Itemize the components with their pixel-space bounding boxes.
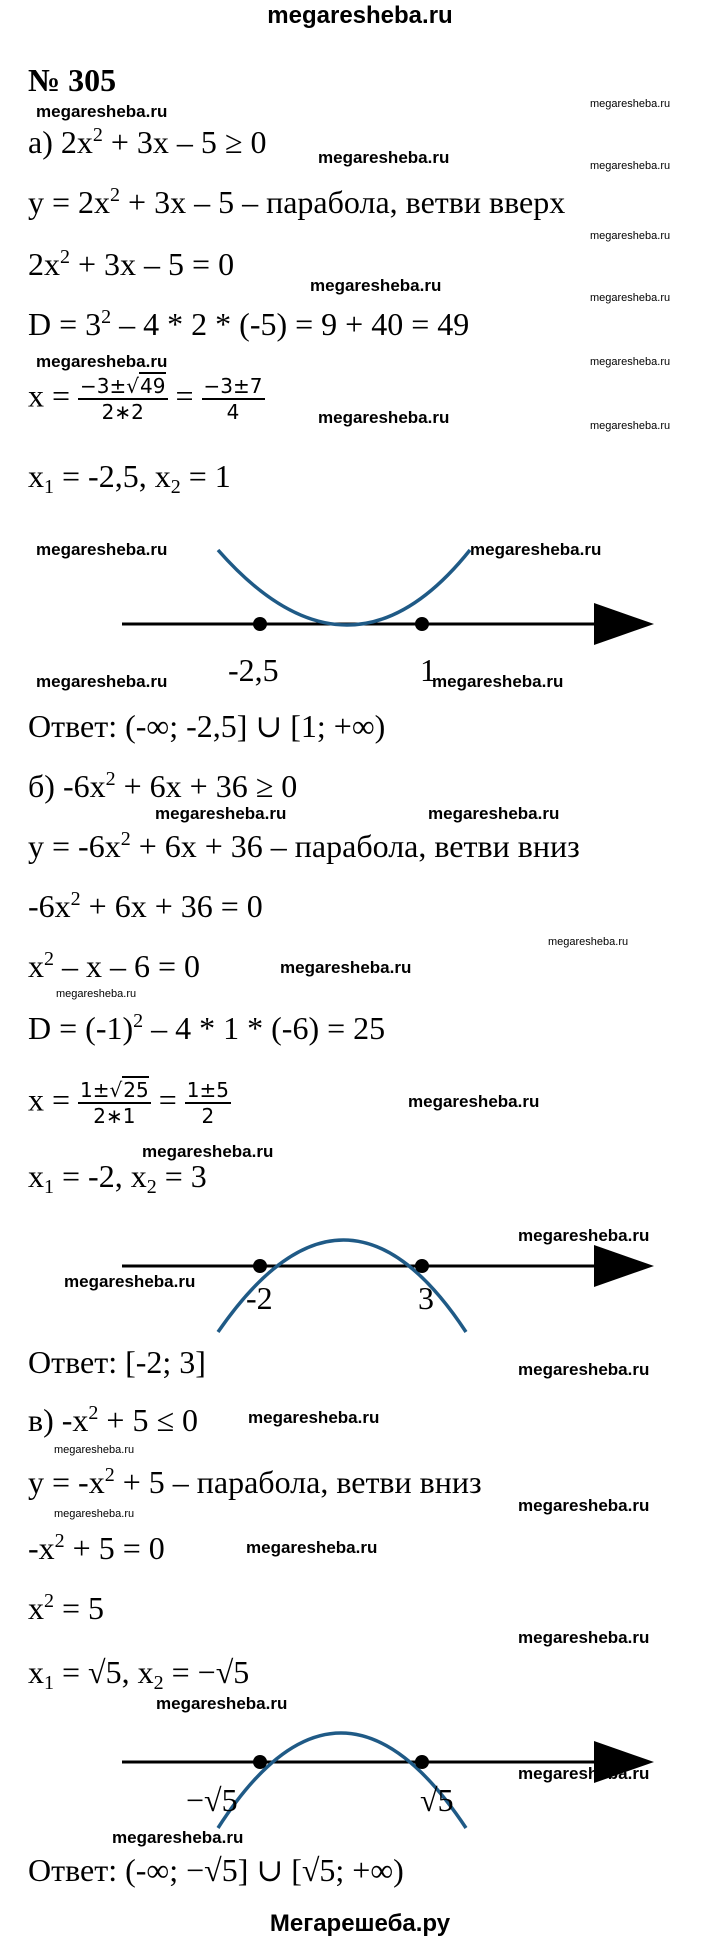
part-b-left-root-label: -2 — [246, 1280, 273, 1316]
part-a-answer: Ответ: (-∞; -2,5] ∪ [1; +∞) — [28, 708, 386, 744]
part-a-left-root-label: -2,5 — [228, 652, 279, 688]
watermark: megaresheba.ru — [590, 356, 671, 368]
watermark: megaresheba.ru — [590, 160, 671, 172]
part-a-function: $y = 2x^2 + 3x - 5$ – парабола, ветви вверх — [28, 184, 566, 220]
part-b-function: $y = -6x^2 + 6x + 36$ – парабола, ветви вниз — [28, 828, 580, 864]
watermark: megaresheba.ru — [142, 1142, 274, 1161]
part-c-right-root-label: √5 — [420, 1782, 454, 1818]
watermark: megaresheba.ru — [590, 292, 671, 304]
part-b-root-formula: x = $\frac{1\pm√25}{2∗1}$ = $\frac{1\pm 5}{2}$ — [28, 1078, 229, 1128]
fraction: $\frac{1\pm 5}{2}$ — [186, 1078, 229, 1128]
part-a-root-formula: x = $\frac{-3\pm√49}{2∗2}$ = $\frac{-3\pm 7}{4}$ — [28, 374, 263, 424]
watermark: megaresheba.ru — [318, 408, 450, 427]
part-a-roots: $x_1 = -2,5$, $x_2 = 1$ — [28, 458, 231, 498]
part-c-graph — [0, 1700, 720, 1830]
watermark: megaresheba.ru — [590, 420, 671, 432]
part-c-equation: $-x^2 + 5 = 0$ — [28, 1530, 165, 1566]
part-b-graph — [0, 1210, 720, 1340]
watermark: megaresheba.ru — [432, 672, 564, 691]
root-point — [415, 1259, 429, 1273]
watermark: megaresheba.ru — [36, 102, 168, 121]
part-a-equation: $2x^2 + 3x - 5 = 0$ — [28, 246, 235, 282]
part-c-left-root-label: −√5 — [186, 1782, 238, 1818]
problem-number: № 305 — [28, 62, 117, 98]
root-point — [415, 1755, 429, 1769]
watermark: megaresheba.ru — [54, 1508, 135, 1520]
watermark: megaresheba.ru — [64, 1272, 196, 1291]
part-c-inequality: в) $-x^2 + 5 \le 0$ — [28, 1402, 199, 1438]
part-c-function: $y = -x^2 + 5$ – парабола, ветви вниз — [28, 1464, 482, 1500]
watermark: megaresheba.ru — [518, 1226, 650, 1245]
watermark: megaresheba.ru — [428, 804, 560, 823]
part-b-roots: $x_1 = -2$, $x_2 = 3$ — [28, 1158, 207, 1198]
part-b-equation-reduced: $x^2 - x - 6 = 0$ — [28, 948, 201, 984]
fraction: $\frac{1\pm√25}{2∗1}$ — [80, 1078, 149, 1128]
root-point — [253, 1259, 267, 1273]
watermark: megaresheba.ru — [590, 230, 671, 242]
footer-site: Мегарешеба.ру — [269, 1910, 451, 1937]
part-a-inequality: а) $2x^2 + 3x - 5 \ge 0$ — [28, 124, 267, 160]
watermark: megaresheba.ru — [518, 1496, 650, 1515]
watermark: megaresheba.ru — [36, 352, 168, 371]
part-a-right-root-label: 1 — [420, 652, 436, 688]
fraction: $\frac{-3\pm 7}{4}$ — [203, 374, 263, 424]
watermark: megaresheba.ru — [318, 148, 450, 167]
part-b-discriminant: $D = (-1)^2 - 4 * 1 * (-6) = 25$ — [28, 1010, 386, 1046]
part-c-answer: Ответ: (-∞; −√5] ∪ [√5; +∞) — [28, 1852, 404, 1888]
watermark: megaresheba.ru — [518, 1764, 650, 1783]
watermark: megaresheba.ru — [56, 988, 137, 1000]
part-a-graph — [0, 540, 720, 680]
watermark: megaresheba.ru — [155, 804, 287, 823]
watermark: megaresheba.ru — [280, 958, 412, 977]
root-point — [253, 1755, 267, 1769]
part-a-discriminant: $D = 3^2 - 4 * 2 * (-5) = 9 + 40 = 49$ — [28, 306, 470, 342]
part-c-roots: $x_1 = √5$, $x_2 = -√5$ — [28, 1654, 250, 1694]
part-b-answer: Ответ: [-2; 3] — [28, 1344, 206, 1380]
watermark: megaresheba.ru — [590, 98, 671, 110]
part-c-equation-reduced: $x^2 = 5$ — [28, 1590, 105, 1626]
watermark: megaresheba.ru — [548, 936, 629, 948]
watermark: megaresheba.ru — [470, 540, 602, 559]
watermark: megaresheba.ru — [54, 1444, 135, 1456]
watermark: megaresheba.ru — [246, 1538, 378, 1557]
watermark: megaresheba.ru — [310, 276, 442, 295]
watermark: megaresheba.ru — [518, 1360, 650, 1379]
watermark: megaresheba.ru — [36, 540, 168, 559]
watermark: megaresheba.ru — [518, 1628, 650, 1647]
root-point — [253, 617, 267, 631]
root-point — [415, 617, 429, 631]
part-b-right-root-label: 3 — [418, 1280, 434, 1316]
parabola-curve — [218, 550, 470, 625]
watermark: megaresheba.ru — [248, 1408, 380, 1427]
fraction: $\frac{-3\pm√49}{2∗2}$ — [80, 374, 166, 424]
watermark: megaresheba.ru — [36, 672, 168, 691]
watermark: megaresheba.ru — [156, 1694, 288, 1713]
header-site: megaresheba.ru — [267, 2, 453, 29]
part-b-equation: $-6x^2 + 6x + 36 = 0$ — [28, 888, 263, 924]
part-b-inequality: б) $-6x^2 + 6x + 36 \ge 0$ — [28, 768, 298, 804]
watermark: megaresheba.ru — [112, 1828, 244, 1847]
watermark: megaresheba.ru — [408, 1092, 540, 1111]
